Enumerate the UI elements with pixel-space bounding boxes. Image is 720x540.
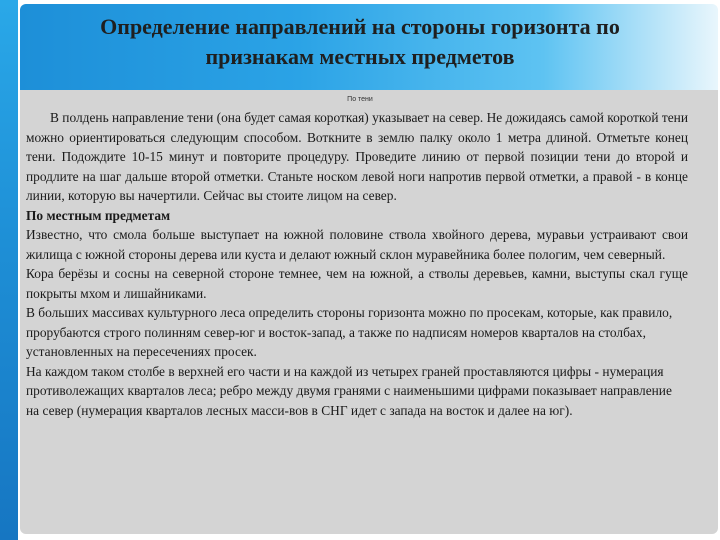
slide-body <box>26 108 688 420</box>
decorative-side-bar <box>0 0 18 540</box>
slide-title <box>20 12 700 72</box>
paragraph-quarter-posts: На каждом таком столбе в верхней его части и на каждой из четырех граней проставляются цифры - нумерация противолежащих кварталов леса; ребро между двумя гранями с наименьшими цифрами показывает направление на север (нумерация кварталов лесных масси-вов в СНГ идет с запада на восток и далее на юг). <box>26 363 672 418</box>
paragraph-shadow-method: В полдень направление тени (она будет самая короткая) указывает на север. Не дожидаясь самой короткой тени можно ориентироваться следующим способом. Воткните в землю палку около 1 метра длиной. Отметьте конец тени. Подождите 10-15 минут и повторите процедуру. Проведите линию от первой позиции тени до второй и продлите на шаг дальше второй отметки. Станьте носком левой ноги напротив первой отметки, а правой - в конце линии, которую вы начертили. Сейчас вы стоите лицом на север. <box>26 110 688 203</box>
section-heading-local-objects: По местным предметам <box>26 207 171 223</box>
section-caption: По тени <box>347 96 373 103</box>
slide-title-line-1: Определение направлений на стороны горизонта по <box>100 14 620 39</box>
slide-title-line-2: признакам местных предметов <box>205 44 515 69</box>
paragraph-forest-clearings: В больших массивах культурного леса определить стороны горизонта можно по просекам, которые, как правило, прорубаются строго полинням север-юг и восток-запад, а также по надписям номеров кварталов на столбах, установленных на пересечениях просек. <box>26 305 673 359</box>
paragraph-resin-anthill: Известно, что смола больше выступает на южной половине ствола хвойного дерева, муравьи устраивают свои жилища с южной стороны дерева или куста и делают южный склон муравейника более пологим, чем северный. <box>26 227 688 262</box>
paragraph-bark-moss: Кора берёзы и сосны на северной стороне темнее, чем на южной, а стволы деревьев, камни, выступы скал гуще покрыты мхом и лишайниками. <box>26 266 688 301</box>
